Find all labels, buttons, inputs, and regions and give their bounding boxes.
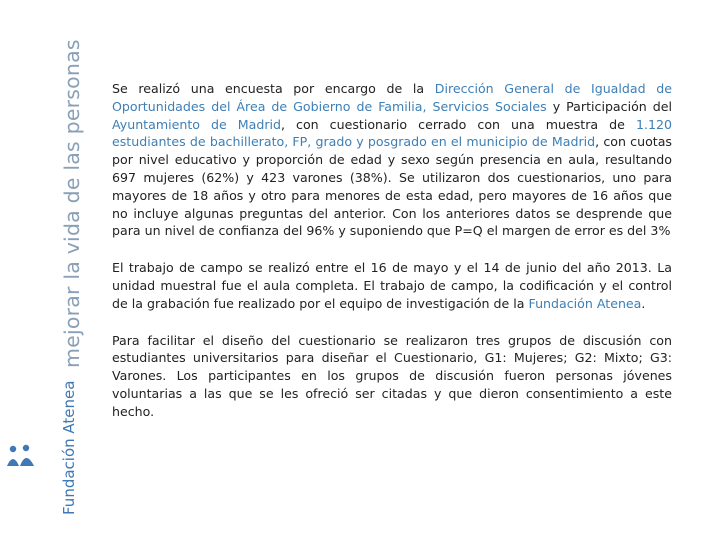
sidebar-branding — [0, 0, 84, 540]
text-run: Para facilitar el diseño del cuestionario se realizaron tres grupos de discusión con estudiantes universitarios para diseñar el Cuestionario, G1: Mujeres; G2: Mixto; G3: Varones. Los participantes en los grupos de discusión fueron personas jóvenes voluntarias a las que se les ofreció ser citadas y que dieron consentimiento a este hecho. — [112, 332, 672, 419]
paragraph-fieldwork — [112, 259, 672, 312]
text-run: , con cuotas por nivel educativo y proporción de edad y sexo según presencia en aula, resultando 697 mujeres (62%) y 423 varones (38%). Se utilizaron dos cuestionarios, uno para mayores de 18 años y otro para menores de esta edad, pero mayores de 16 años que no incluye algunas preguntas del anterior. Con los anteriores datos se desprende que para un nivel de confianza del 96% y suponiendo que P=Q el margen de error es del 3% — [112, 134, 672, 239]
highlight-text: Ayuntamiento de Madrid — [112, 116, 282, 132]
paragraph-discussion-groups — [112, 332, 672, 421]
brand-name: Fundación Atenea — [60, 380, 78, 515]
text-run: y Participación del — [546, 98, 672, 114]
text-run: Se realizó una encuesta por encargo de la — [112, 81, 435, 96]
highlight-text: 1.120 estudiantes de bachillerato, FP, grado y posgrado en el municipio de Madrid — [112, 116, 672, 150]
fundacion-atenea-logo-icon — [4, 444, 40, 470]
document-body — [112, 80, 672, 440]
highlight-text: Dirección General de Igualdad de Oportunidades del Área de Gobierno de Familia, Servicios Sociales — [112, 81, 672, 114]
text-run: El trabajo de campo se realizó entre el 16 de mayo y el 14 de junio del año 2013. La unidad muestral fue el aula completa. El trabajo de campo, la codificación y el control de la grabación fue realizado por el equipo de investigación de la — [112, 260, 672, 311]
highlight-text: Fundación Atenea — [528, 295, 642, 311]
text-run: . — [641, 295, 646, 311]
paragraph-methodology — [112, 80, 672, 240]
text-run: , con cuestionario cerrado con una muestra de — [281, 116, 636, 132]
brand-tagline: mejorar la vida de las personas — [60, 39, 84, 368]
